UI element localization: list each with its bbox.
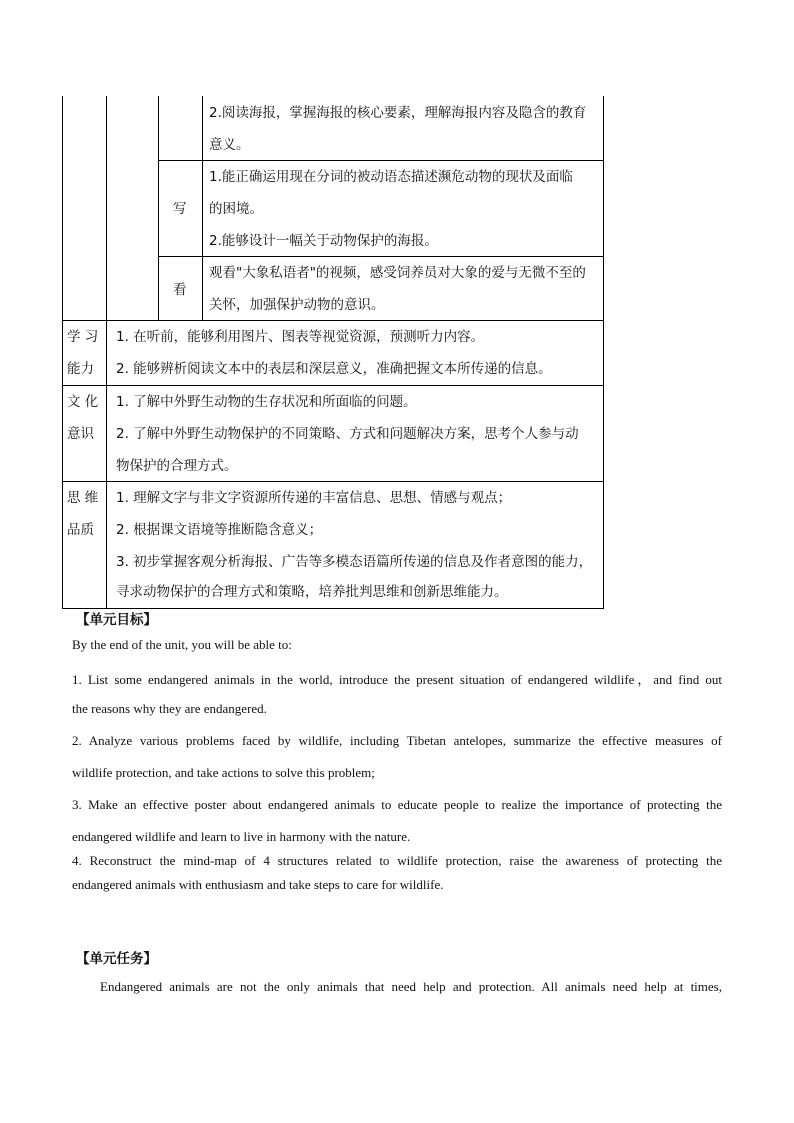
- cell-line: 观看"大象私语者"的视频，感受饲养员对大象的爱与无微不至的: [209, 265, 586, 281]
- cell-line: 1. 理解文字与非文字资源所传递的丰富信息、思想、情感与观点；: [116, 490, 512, 506]
- cell-line: 1. 了解中外野生动物的生存状况和所面临的问题。: [116, 394, 417, 410]
- goal-line: 3. Make an effective poster about endangered animals to educate people to realize the importance of protecting the: [72, 797, 722, 812]
- cell-line: 2.能够设计一幅关于动物保护的海报。: [209, 233, 438, 249]
- cell-line: 的困境。: [209, 201, 263, 217]
- cell-line: 意义。: [209, 137, 250, 153]
- goal-line: endangered animals with enthusiasm and take steps to care for wildlife.: [72, 877, 444, 892]
- task-paragraph-line: Endangered animals are not the only animals that need help and protection. All animals need help at times,: [100, 979, 722, 994]
- skill-label: 写: [173, 201, 187, 217]
- cell-line: 物保护的合理方式。: [116, 458, 238, 474]
- goal-line: 4. Reconstruct the mind-map of 4 structures related to wildlife protection, raise the awareness of protecting the: [72, 853, 722, 868]
- cell-line: 2.阅读海报，掌握海报的核心要素，理解海报内容及隐含的教育: [209, 105, 587, 121]
- section-label: 思 维: [67, 490, 99, 506]
- goal-line: the reasons why they are endangered.: [72, 701, 267, 716]
- section-label: 学 习: [67, 329, 99, 345]
- goal-line: 2. Analyze various problems faced by wildlife, including Tibetan antelopes, summarize the effective measures of: [72, 733, 722, 748]
- goal-line: 1. List some endangered animals in the world, introduce the present situation of endangered wildlife，and find out: [72, 672, 722, 687]
- section-label: 意识: [67, 426, 94, 442]
- section-label: 能力: [67, 361, 94, 377]
- cell-line: 1. 在听前，能够利用图片、图表等视觉资源，预测听力内容。: [116, 329, 485, 345]
- cell-line: 2. 根据课文语境等推断隐含意义；: [116, 522, 323, 538]
- section-label: 文 化: [67, 394, 99, 410]
- cell-line: 3. 初步掌握客观分析海报、广告等多模态语篇所传递的信息及作者意图的能力，: [116, 554, 593, 570]
- cell-line: 寻求动物保护的合理方式和策略，培养批判思维和创新思维能力。: [116, 584, 508, 600]
- goal-line: wildlife protection, and take actions to solve this problem;: [72, 765, 375, 780]
- cell-line: 2. 了解中外野生动物保护的不同策略、方式和问题解决方案，思考个人参与动: [116, 426, 579, 442]
- cell-line: 关怀，加强保护动物的意识。: [209, 297, 385, 313]
- section-label: 品质: [67, 522, 94, 538]
- skill-label: 看: [173, 282, 187, 298]
- goal-line: endangered wildlife and learn to live in harmony with the nature.: [72, 829, 411, 844]
- section-heading: 【单元目标】: [76, 612, 157, 628]
- cell-line: 2. 能够辨析阅读文本中的表层和深层意义，准确把握文本所传递的信息。: [116, 361, 552, 377]
- section-heading: 【单元任务】: [76, 951, 157, 967]
- cell-line: 1.能正确运用现在分词的被动语态描述濒危动物的现状及面临: [209, 169, 573, 185]
- intro-line: By the end of the unit, you will be able to:: [72, 637, 292, 652]
